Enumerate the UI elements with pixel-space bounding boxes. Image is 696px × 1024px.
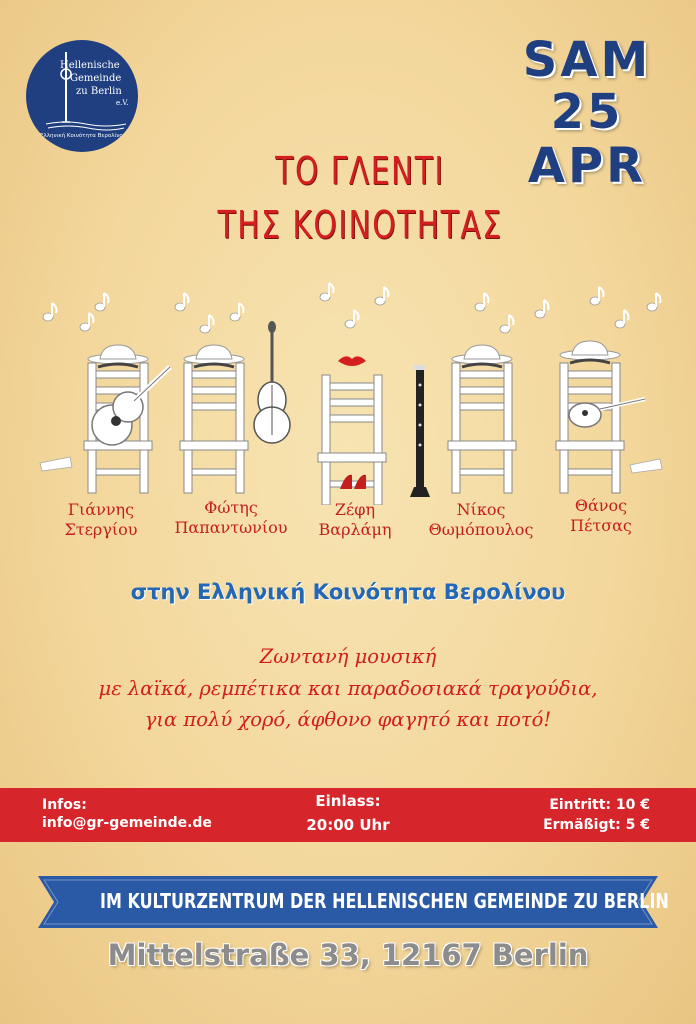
community-logo [26,40,138,152]
musician-name: Θάνος Πέτσας [570,496,632,535]
date-month: APR [527,138,647,194]
chair-icon [448,363,516,493]
description-line: με λαϊκά, ρεμπέτικα και παραδοσιακά τραγούδια, [98,677,598,700]
logo-greek-text: Ελληνική Κοινότητα Βερολίνου [40,133,126,139]
description-line: Ζωντανή μουσική [259,645,437,668]
hat-icon [88,345,148,367]
email-link[interactable]: info@gr-gemeinde.de [42,815,212,831]
clarinet-icon [410,365,430,497]
logo-text: e.V. [116,99,129,107]
einlass-label: Einlass: [315,792,381,810]
guitar-icon [92,367,170,445]
location-banner [38,876,669,928]
musician-name: Γιάννης Στεργίου [64,500,138,539]
musicians-illustration [30,275,670,505]
lips-icon [338,356,366,366]
hat-icon [560,341,620,363]
reduced-price: Ermäßigt: 5 € [543,817,650,833]
logo-text: Gemeinde [70,73,122,84]
musician-name: Νίκος Θωμόπουλος [428,500,534,539]
description-line: για πολύ χορό, άφθονο φαγητό και ποτό! [144,708,552,731]
infos-label: Infos: [42,797,87,813]
logo-text: zu Berlin [76,86,122,97]
hat-icon [184,345,244,367]
event-title-line1: ΤΟ ΓΛΕΝΤΙ [275,149,445,193]
chair-icon [556,363,624,493]
date-day: 25 [550,84,624,140]
banner-text: IM KULTURZENTRUM DER HELLENISCHEN GEMEINDE ZU BERLIN [100,889,669,913]
info-band [0,788,696,842]
musician-name: Φώτης Παπαντωνίου [174,498,288,537]
violin-icon [254,321,290,443]
address: Mittelstraße 33, 12167 Berlin [107,938,589,972]
logo-text: Hellenische [60,60,120,71]
ticket-price: Eintritt: 10 € [549,797,650,813]
musician-name: Ζέφη Βαρλάμη [318,500,392,539]
date-day-name: SAM [522,32,652,88]
hat-icon [452,345,512,367]
einlass-time: 20:00 Uhr [306,816,390,834]
venue-line: στην Ελληνική Κοινότητα Βερολίνου [130,580,566,604]
event-title-line2: ΤΗΣ ΚΟΙΝΟΤΗΤΑΣ [217,203,503,247]
chair-icon [180,363,248,493]
